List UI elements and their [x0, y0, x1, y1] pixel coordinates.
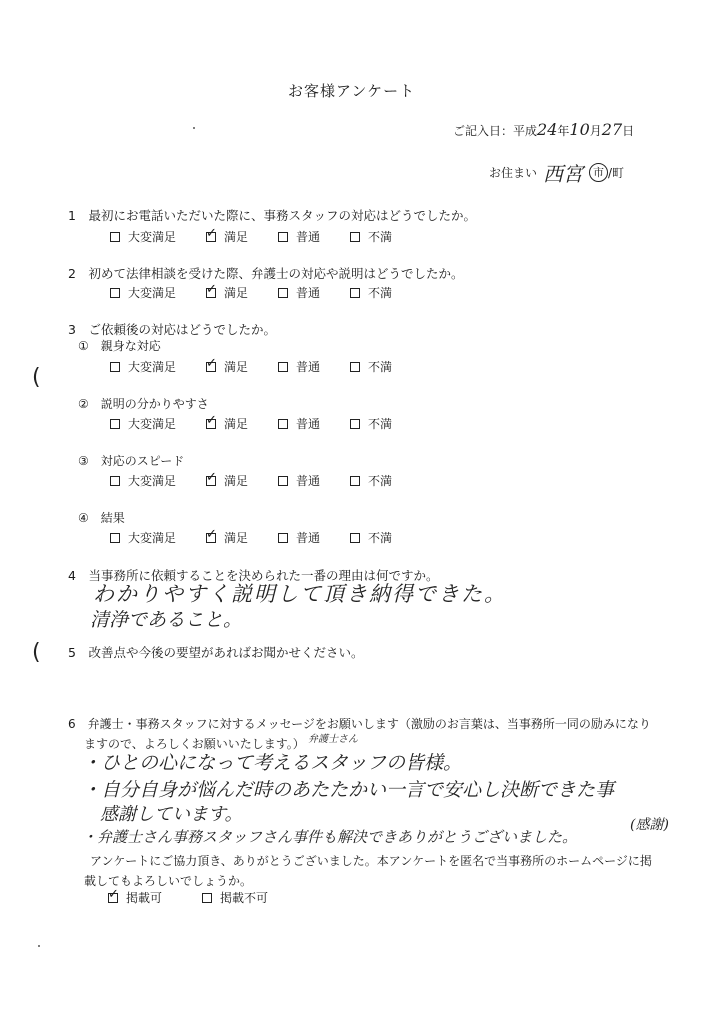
checkbox-checked[interactable] — [206, 476, 216, 486]
checkbox[interactable] — [350, 288, 360, 298]
question-3-sub-3: ③ 対応のスピード — [78, 454, 185, 468]
option[interactable]: 普通 — [278, 415, 320, 432]
question-6-answer-line-2[interactable]: ・自分自身が悩んだ時のあたたかい一言で安心し決断できた事 — [82, 779, 615, 801]
question-1: 1 最初にお電話いただいた際に、事務スタッフの対応はどうでしたか。 — [68, 208, 476, 223]
option[interactable]: ✓ 満足 — [206, 529, 248, 546]
question-6-answer-line-1[interactable]: ・ひとの心になって考えるスタッフの皆様。 — [82, 752, 463, 774]
date-month-unit: 月 — [589, 124, 602, 138]
checkbox-checked[interactable] — [206, 362, 216, 372]
question-3: 3 ご依頼後の対応はどうでしたか。 — [68, 322, 276, 337]
option[interactable]: 大変満足 — [110, 415, 176, 432]
question-3-sub-4-options — [110, 529, 422, 546]
date-day-unit: 日 — [622, 124, 635, 138]
option[interactable]: 大変満足 — [110, 358, 176, 375]
consent-text-line-1: アンケートにご協力頂き、ありがとうございました。本アンケートを匿名で当事務所のホームページに掲 — [90, 854, 652, 868]
checkbox[interactable] — [110, 533, 120, 543]
checkbox[interactable] — [350, 362, 360, 372]
checkbox[interactable] — [110, 232, 120, 242]
address-label: お住まい — [489, 166, 538, 180]
date-year-unit: 年 — [557, 124, 570, 138]
question-1-options — [110, 228, 422, 245]
question-4-answer-line-2[interactable]: 清浄であること。 — [90, 609, 243, 631]
question-3-sub-2-options — [110, 415, 422, 432]
option[interactable]: ✓ 満足 — [206, 358, 248, 375]
option[interactable]: 不満 — [350, 529, 392, 546]
option[interactable]: 不満 — [350, 284, 392, 301]
question-4-answer-line-1[interactable]: わかりやすく説明して頂き納得できた。 — [93, 582, 507, 606]
question-6-line-1: 6 弁護士・事務スタッフに対するメッセージをお願いします（激励のお言葉は、当事務所一同の励みになり — [68, 717, 651, 731]
option[interactable]: 普通 — [278, 358, 320, 375]
checkbox[interactable] — [350, 419, 360, 429]
date-day: 27 — [601, 120, 623, 139]
question-2-options — [110, 284, 422, 301]
margin-bracket-mark: ( — [32, 640, 41, 665]
checkbox[interactable] — [278, 419, 288, 429]
question-2: 2 初めて法律相談を受けた際、弁護士の対応や説明はどうでしたか。 — [68, 266, 464, 281]
question-6-answer-caret: 弁護士さん — [308, 734, 358, 745]
checkbox[interactable] — [110, 476, 120, 486]
option[interactable]: ✓ 満足 — [206, 415, 248, 432]
checkbox[interactable] — [110, 288, 120, 298]
checkbox[interactable] — [278, 533, 288, 543]
question-3-sub-4: ④ 結果 — [78, 511, 125, 525]
question-3-sub-2: ② 説明の分かりやすさ — [78, 397, 209, 411]
checkbox-checked[interactable] — [206, 419, 216, 429]
question-3-sub-1: ① 親身な対応 — [78, 339, 161, 353]
question-6-answer-line-4[interactable]: ・弁護士さん事務スタッフさん事件も解決できありがとうございました。 — [82, 828, 578, 846]
question-6-answer-line-3[interactable]: 感謝しています。 — [100, 804, 243, 825]
option[interactable]: ✓ 満足 — [206, 472, 248, 489]
address-city-unit: 市 — [589, 163, 608, 182]
stray-mark — [38, 945, 40, 947]
question-3-sub-1-options — [110, 358, 422, 375]
option[interactable]: 不満 — [350, 472, 392, 489]
checkbox[interactable] — [350, 476, 360, 486]
date-month: 10 — [569, 120, 590, 139]
checkbox-checked[interactable] — [206, 288, 216, 298]
checkbox[interactable] — [110, 419, 120, 429]
option[interactable]: 大変満足 — [110, 529, 176, 546]
question-4: 4 当事務所に依頼することを決められた一番の理由は何ですか。 — [68, 568, 439, 583]
option[interactable]: 不満 — [350, 358, 392, 375]
option[interactable]: 普通 — [278, 284, 320, 301]
option[interactable]: ✓ 満足 — [206, 284, 248, 301]
question-5: 5 改善点や今後の要望があればお聞かせください。 — [68, 645, 364, 660]
checkbox[interactable] — [278, 362, 288, 372]
address-city: 西宮 — [543, 162, 584, 186]
checkbox[interactable] — [350, 232, 360, 242]
consent-options — [108, 889, 298, 906]
consent-text-line-2: 載してもよろしいでしょうか。 — [84, 874, 253, 888]
option[interactable]: 普通 — [278, 228, 320, 245]
checkbox-checked[interactable] — [206, 533, 216, 543]
checkbox[interactable] — [110, 362, 120, 372]
margin-bracket-mark: ( — [32, 365, 41, 390]
question-6-line-2: ますので、よろしくお願いいたします。） — [84, 737, 305, 751]
question-3-sub-3-options — [110, 472, 422, 489]
question-6-answer-note: (感謝) — [630, 817, 669, 833]
checkbox[interactable] — [350, 533, 360, 543]
address-town-unit: /町 — [608, 166, 625, 180]
date-year: 24 — [537, 120, 558, 139]
checkbox[interactable] — [278, 476, 288, 486]
date-label: ご記入日：平成 — [453, 124, 538, 138]
publish-allowed-option[interactable]: ✓ 掲載可 — [108, 889, 162, 906]
option[interactable]: 普通 — [278, 472, 320, 489]
publish-denied-option[interactable]: 掲載不可 — [202, 889, 268, 906]
option[interactable]: 大変満足 — [110, 472, 176, 489]
stray-mark — [193, 127, 195, 129]
checkbox-checked[interactable] — [206, 232, 216, 242]
page-title: お客様アンケート — [288, 82, 416, 100]
checkbox[interactable] — [202, 893, 212, 903]
option[interactable]: 大変満足 — [110, 228, 176, 245]
checkbox-checked[interactable] — [108, 893, 118, 903]
address-field — [489, 158, 624, 187]
checkbox[interactable] — [278, 288, 288, 298]
checkbox[interactable] — [278, 232, 288, 242]
date-field — [453, 120, 634, 139]
option[interactable]: 不満 — [350, 228, 392, 245]
option[interactable]: 不満 — [350, 415, 392, 432]
option[interactable]: 普通 — [278, 529, 320, 546]
option[interactable]: 大変満足 — [110, 284, 176, 301]
option[interactable]: ✓ 満足 — [206, 228, 248, 245]
